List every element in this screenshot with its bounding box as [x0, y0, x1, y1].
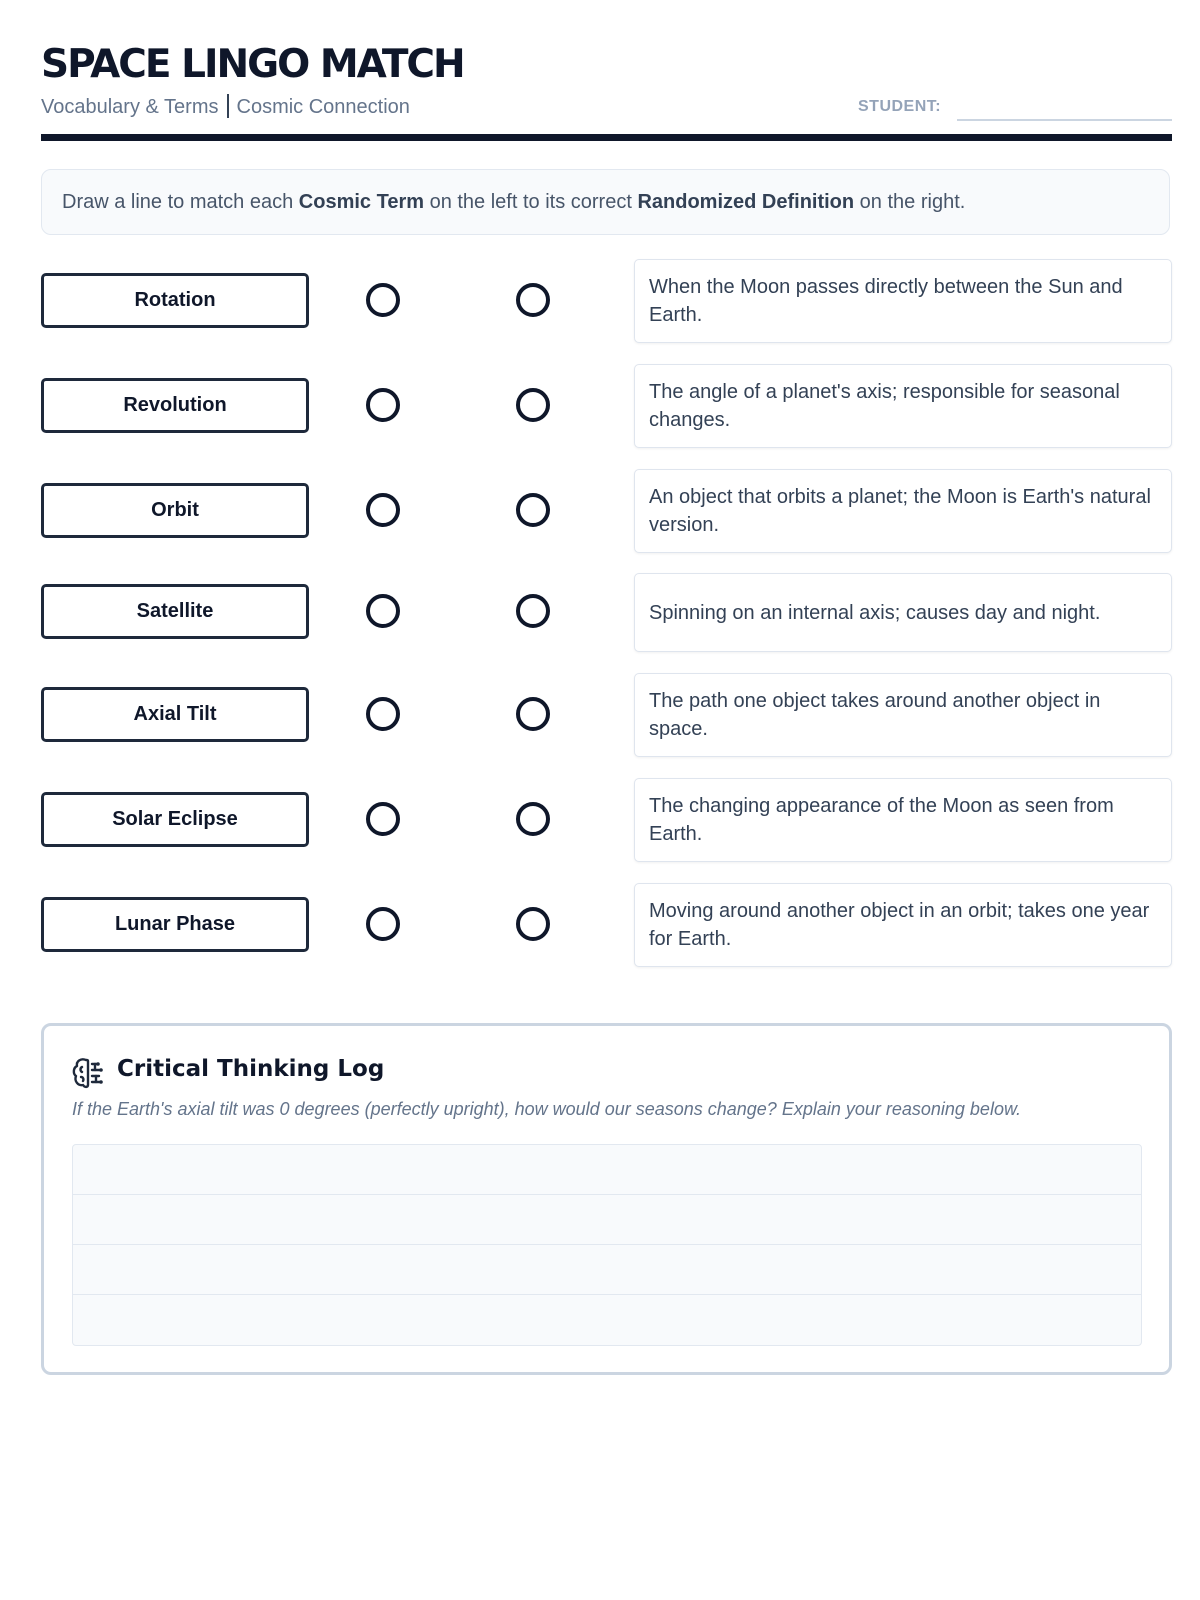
definition-connector-dot[interactable]	[516, 388, 550, 422]
definition-connector-dot[interactable]	[516, 697, 550, 731]
answer-line[interactable]	[73, 1145, 1141, 1195]
log-title: Critical Thinking Log	[117, 1056, 385, 1082]
instructions-part: on the right.	[854, 190, 966, 213]
term-connector-dot[interactable]	[366, 493, 400, 527]
term-box: Axial Tilt	[41, 687, 309, 742]
term-box: Rotation	[41, 273, 309, 328]
answer-line[interactable]	[73, 1295, 1141, 1345]
instructions-part: on the left to its correct	[424, 190, 638, 213]
definition-box: The changing appearance of the Moon as seen from Earth.	[634, 778, 1172, 862]
term-box: Satellite	[41, 584, 309, 639]
subtitle-divider	[227, 94, 229, 118]
definition-box: Spinning on an internal axis; causes day and night.	[634, 573, 1172, 652]
term-box: Orbit	[41, 483, 309, 538]
term-connector-dot[interactable]	[366, 802, 400, 836]
definition-connector-dot[interactable]	[516, 802, 550, 836]
term-box: Solar Eclipse	[41, 792, 309, 847]
brain-icon	[72, 1056, 104, 1090]
definition-box: The angle of a planet's axis; responsible for seasonal changes.	[634, 364, 1172, 448]
definition-connector-dot[interactable]	[516, 283, 550, 317]
definition-box: Moving around another object in an orbit; takes one year for Earth.	[634, 883, 1172, 967]
instructions-emphasis: Randomized Definition	[637, 190, 855, 213]
instructions-part: Draw a line to match each	[62, 190, 299, 213]
answer-line[interactable]	[73, 1195, 1141, 1245]
answer-lines[interactable]	[72, 1144, 1142, 1346]
term-connector-dot[interactable]	[366, 907, 400, 941]
student-label: STUDENT:	[858, 98, 942, 115]
instructions-emphasis: Cosmic Term	[298, 190, 425, 213]
critical-thinking-log	[41, 1023, 1172, 1375]
term-connector-dot[interactable]	[366, 697, 400, 731]
definition-box: An object that orbits a planet; the Moon is Earth's natural version.	[634, 469, 1172, 553]
term-box: Lunar Phase	[41, 897, 309, 952]
term-box: Revolution	[41, 378, 309, 433]
instructions-text	[62, 191, 965, 214]
term-connector-dot[interactable]	[366, 283, 400, 317]
page-title: SPACE LINGO MATCH	[41, 42, 464, 87]
definition-connector-dot[interactable]	[516, 493, 550, 527]
header-divider	[41, 134, 1172, 141]
student-name-field[interactable]	[957, 119, 1172, 121]
subtitle-unit: Cosmic Connection	[236, 96, 410, 118]
answer-line[interactable]	[73, 1245, 1141, 1295]
subtitle-topic: Vocabulary & Terms	[41, 96, 219, 118]
log-prompt: If the Earth's axial tilt was 0 degrees (perfectly upright), how would our seasons change? Explain your reasoning below.	[72, 1099, 1021, 1119]
definition-connector-dot[interactable]	[516, 907, 550, 941]
definition-box: The path one object takes around another object in space.	[634, 673, 1172, 757]
term-connector-dot[interactable]	[366, 388, 400, 422]
subtitle	[41, 94, 410, 119]
instructions-box	[41, 169, 1170, 235]
term-connector-dot[interactable]	[366, 594, 400, 628]
definition-box: When the Moon passes directly between the Sun and Earth.	[634, 259, 1172, 343]
definition-connector-dot[interactable]	[516, 594, 550, 628]
